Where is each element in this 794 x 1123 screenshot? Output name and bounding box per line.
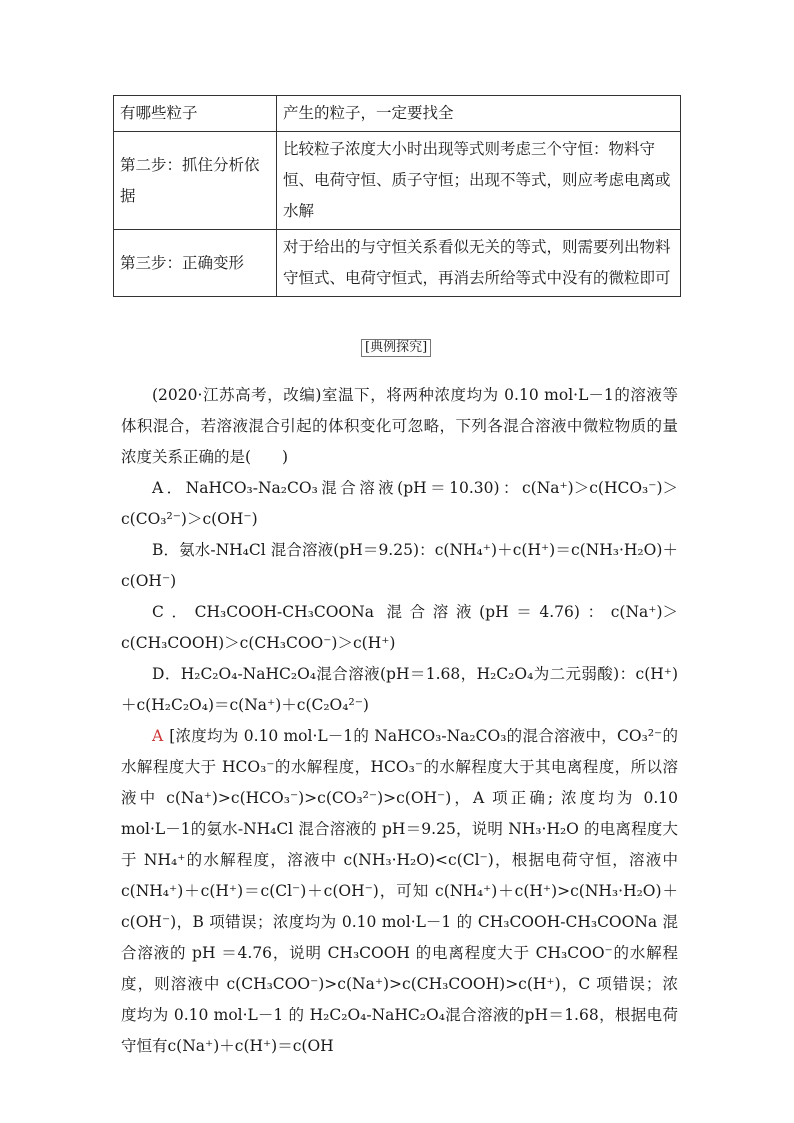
- table-row: [114, 96, 681, 132]
- table-row: [114, 132, 681, 230]
- desc-cell: 对于给出的与守恒关系看似无关的等式，则需要列出物料守恒式、电荷守恒式，再消去所给等式中没有的微粒即可: [277, 230, 681, 297]
- steps-table: [113, 95, 681, 297]
- option-c: C．CH₃COOH-CH₃COONa 混合溶液(pH＝4.76)：c(Na⁺)＞c(CH₃COOH)＞c(CH₃COO⁻)＞c(H⁺): [121, 603, 678, 652]
- table-row: [114, 230, 681, 297]
- question-text: (2020·江苏高考，改编)室温下，将两种浓度均为 0.10 mol·L－1的溶液等体积混合，若溶液混合引起的体积变化可忽略，下列各混合溶液中微粒物质的量浓度关系正确的是( ): [121, 386, 678, 466]
- option-a: A．NaHCO₃-Na₂CO₃混合溶液(pH＝10.30)：c(Na⁺)＞c(HCO₃⁻)＞c(CO₃²⁻)＞c(OH⁻): [121, 479, 678, 528]
- answer-letter: A: [152, 727, 164, 745]
- option-b: B．氨水-NH₄Cl 混合溶液(pH＝9.25)：c(NH₄⁺)＋c(H⁺)＝c(NH₃·H₂O)＋c(OH⁻): [121, 541, 678, 590]
- answer-text: [浓度均为 0.10 mol·L－1的 NaHCO₃-Na₂CO₃的混合溶液中，CO₃²⁻的水解程度大于 HCO₃⁻的水解程度，HCO₃⁻的水解程度大于其电离程度，所以溶液中 c(Na⁺)>c(HCO₃⁻)>c(CO₃²⁻)>c(OH⁻)，A 项正确; 浓度均为 0.10 mol·L－1的氨水-NH₄Cl 混合溶液的 pH＝9.25，说明 NH₃·H₂O 的电离程度大于 NH₄⁺的水解程度，溶液中 c(NH₃·H₂O)<c(Cl⁻)，根据电荷守恒，溶液中 c(NH₄⁺)＋c(H⁺)＝c(Cl⁻)＋c(OH⁻)，可知 c(NH₄⁺)＋c(H⁺)>c(NH₃·H₂O)＋c(OH⁻)，B 项错误；浓度均为 0.10 mol·L－1 的 CH₃COOH-CH₃COONa 混合溶液的 pH ＝4.76，说明 CH₃COOH 的电离程度大于 CH₃COO⁻的水解程度，则溶液中 c(CH₃COO⁻)>c(Na⁺)>c(CH₃COOH)>c(H⁺)，C 项错误；浓度均为 0.10 mol·L－1 的 H₂C₂O₄-NaHC₂O₄混合溶液的pH＝1.68，根据电荷守恒有c(Na⁺)＋c(H⁺)＝c(OH: [121, 727, 678, 1055]
- answer-explanation: [121, 721, 678, 1062]
- section-tag: [典例探究]: [361, 339, 431, 357]
- step-cell: 第三步：正确变形: [114, 230, 277, 297]
- step-cell: 第二步：抓住分析依据: [114, 132, 277, 230]
- option-d: D．H₂C₂O₄-NaHC₂O₄混合溶液(pH＝1.68，H₂C₂O₄为二元弱酸)：c(H⁺)＋c(H₂C₂O₄)＝c(Na⁺)＋c(C₂O₄²⁻): [121, 665, 678, 714]
- step-cell: 有哪些粒子: [114, 96, 277, 132]
- desc-cell: 产生的粒子，一定要找全: [277, 96, 681, 132]
- desc-cell: 比较粒子浓度大小时出现等式则考虑三个守恒：物料守恒、电荷守恒、质子守恒；出现不等式，则应考虑电离或水解: [277, 132, 681, 230]
